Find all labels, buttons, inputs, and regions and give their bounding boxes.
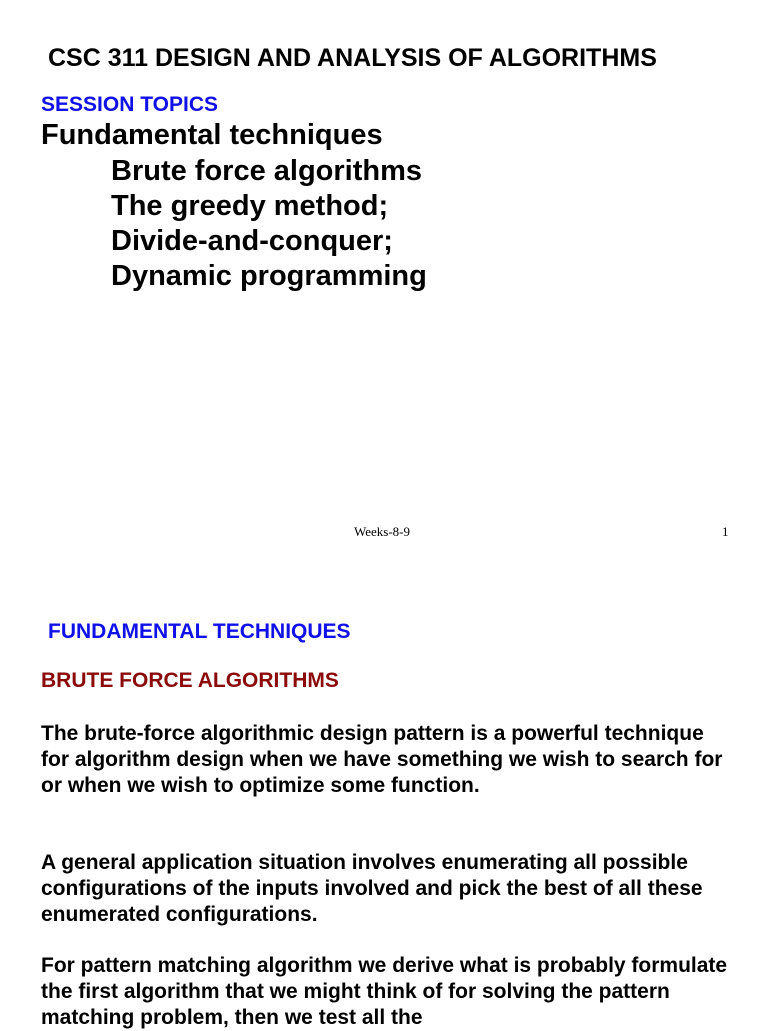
slide-footer: Weeks-8-9 bbox=[354, 524, 410, 539]
session-topics-heading: SESSION TOPICS bbox=[41, 93, 218, 116]
paragraph: The brute-force algorithmic design pattern is a powerful technique for algorithm design when we have something we wish to search for or when we wish to optimize some function. bbox=[41, 722, 723, 797]
brute-force-heading: BRUTE FORCE ALGORITHMS bbox=[41, 669, 339, 692]
slide-2 bbox=[0, 560, 768, 1029]
subtopic-item: Dynamic programming bbox=[111, 260, 427, 292]
course-title: CSC 311 DESIGN AND ANALYSIS OF ALGORITHMS bbox=[48, 44, 657, 72]
subtopic-item: Divide-and-conquer; bbox=[111, 225, 393, 257]
subtopics-list bbox=[111, 154, 427, 294]
subtopic-item: The greedy method; bbox=[111, 190, 389, 222]
main-topic: Fundamental techniques bbox=[41, 119, 383, 151]
fundamental-techniques-heading: FUNDAMENTAL TECHNIQUES bbox=[48, 620, 351, 643]
subtopic-item: Brute force algorithms bbox=[111, 155, 422, 187]
paragraph: A general application situation involves enumerating all possible configurations of the inputs involved and pick the best of all these enumerated configurations. bbox=[41, 851, 703, 926]
paragraph: For pattern matching algorithm we derive what is probably formulate the first algorithm that we might think of for solving the pattern matching problem, then we test all the bbox=[41, 954, 728, 1029]
page-number: 1 bbox=[722, 524, 729, 539]
